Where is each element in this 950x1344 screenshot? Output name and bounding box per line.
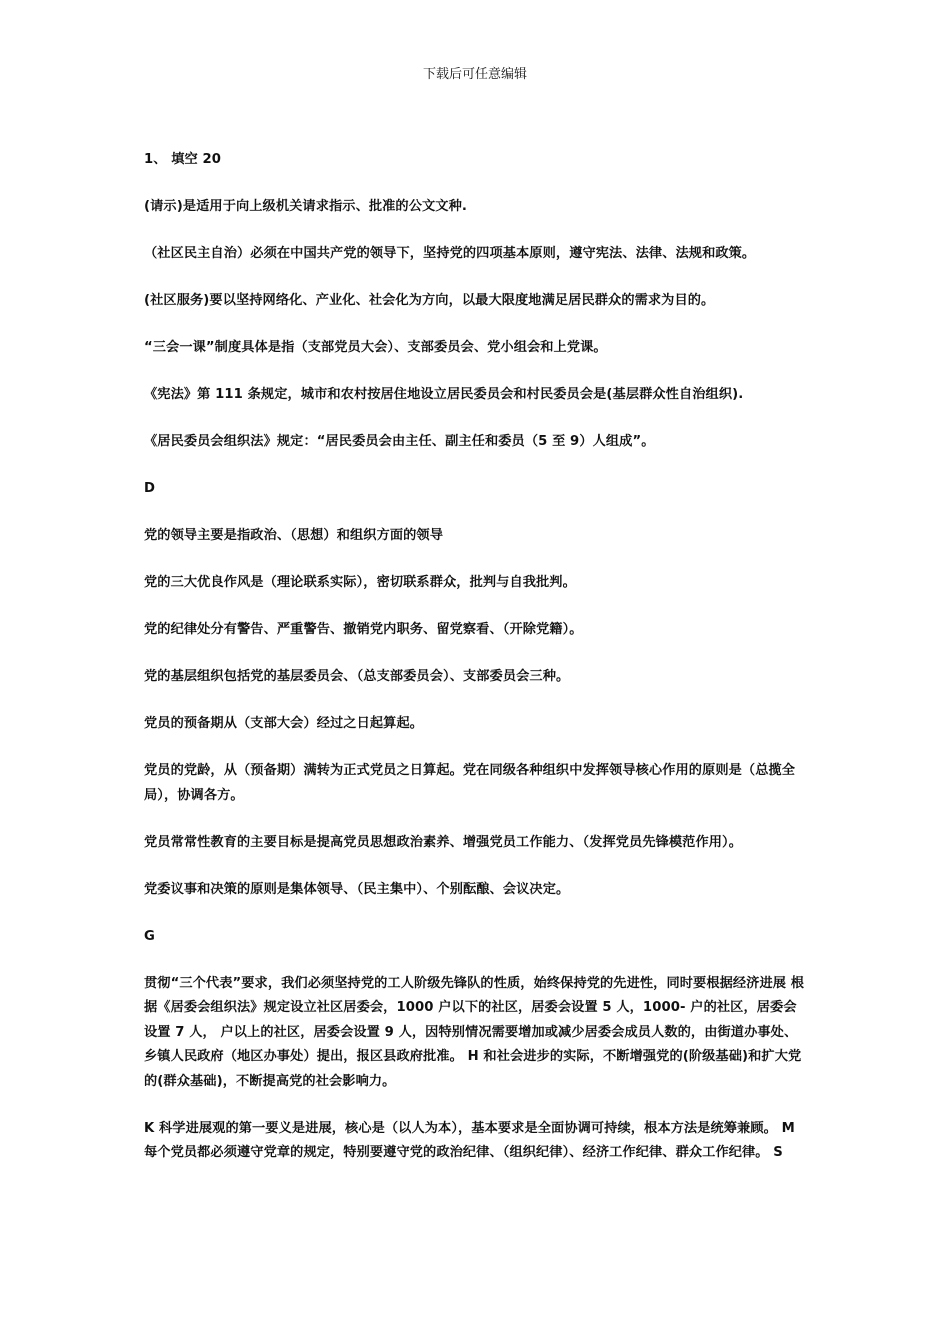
section-heading: 1、 填空 20 [144, 152, 222, 167]
paragraph: 党的领导主要是指政治、（思想）和组织方面的领导 [144, 528, 444, 543]
letter-heading: G [144, 928, 155, 944]
document-body [144, 148, 808, 1188]
paragraph: K 科学进展观的第一要义是进展，核心是（以人为本），基本要求是全面协调可持续，根本方法是统筹兼顾。 M 每个党员都必须遵守党章的规定，特别要遵守党的政治纪律、（组织纪律）、经济工作纪律、群众工作纪律。 S [144, 1120, 795, 1160]
page-header: 下载后可任意编辑 [422, 67, 527, 82]
paragraph: “三会一课”制度具体是指（支部党员大会）、支部委员会、党小组会和上党课。 [144, 340, 607, 355]
paragraph: 《宪法》第 111 条规定，城市和农村按居住地设立居民委员会和村民委员会是(基层群众性自治组织). [144, 387, 744, 402]
paragraph: 党的基层组织包括党的基层委员会、（总支部委员会）、支部委员会三种。 [144, 669, 570, 684]
paragraph: 党的三大优良作风是（理论联系实际），密切联系群众，批判与自我批判。 [144, 575, 576, 590]
paragraph: 党委议事和决策的原则是集体领导、（民主集中）、个别酝酿、会议决定。 [144, 881, 570, 897]
paragraph: (社区服务)要以坚持网络化、产业化、社会化为方向，以最大限度地满足居民群众的需求为目的。 [144, 293, 715, 308]
letter-heading: D [144, 481, 156, 496]
paragraph: 党员的预备期从（支部大会）经过之日起算起。 [144, 716, 424, 731]
paragraph: 党的纪律处分有警告、严重警告、撤销党内职务、留党察看、（开除党籍）。 [144, 622, 583, 637]
paragraph: 贯彻“三个代表”要求，我们必须坚持党的工人阶级先锋队的性质，始终保持党的先进性，同时要根据经济进展 根据《居委会组织法》规定设立社区居委会，1000 户以下的社区，居委会设置 5 人，1000- 户的社区，居委会设置 7 人， 户以上的社区，居委会设置 9 人，因特别情况需要增加或减少居委会成员人数的，由街道办事处、乡镇人民政府（地区办事处）提出，报区县政府批准。 H 和社会进步的实际，不断增强党的(阶级基础)和扩大党的(群众基础)，不断提高党的社会影响力。 [144, 975, 805, 1089]
paragraph: 党员常常性教育的主要目标是提高党员思想政治素养、增强党员工作能力、（发挥党员先锋模范作用）。 [144, 834, 743, 850]
paragraph: 党员的党龄，从（预备期）满转为正式党员之日算起。党在同级各种组织中发挥领导核心作用的原则是（总揽全 局），协调各方。 [144, 763, 796, 803]
paragraph: （社区民主自治）必须在中国共产党的领导下，坚持党的四项基本原则，遵守宪法、法律、法规和政策。 [144, 246, 756, 261]
paragraph: 《居民委员会组织法》规定：“居民委员会由主任、副主任和委员（5 至 9）人组成”。 [144, 434, 655, 449]
paragraph: (请示)是适用于向上级机关请求指示、批准的公文文种. [144, 199, 467, 214]
